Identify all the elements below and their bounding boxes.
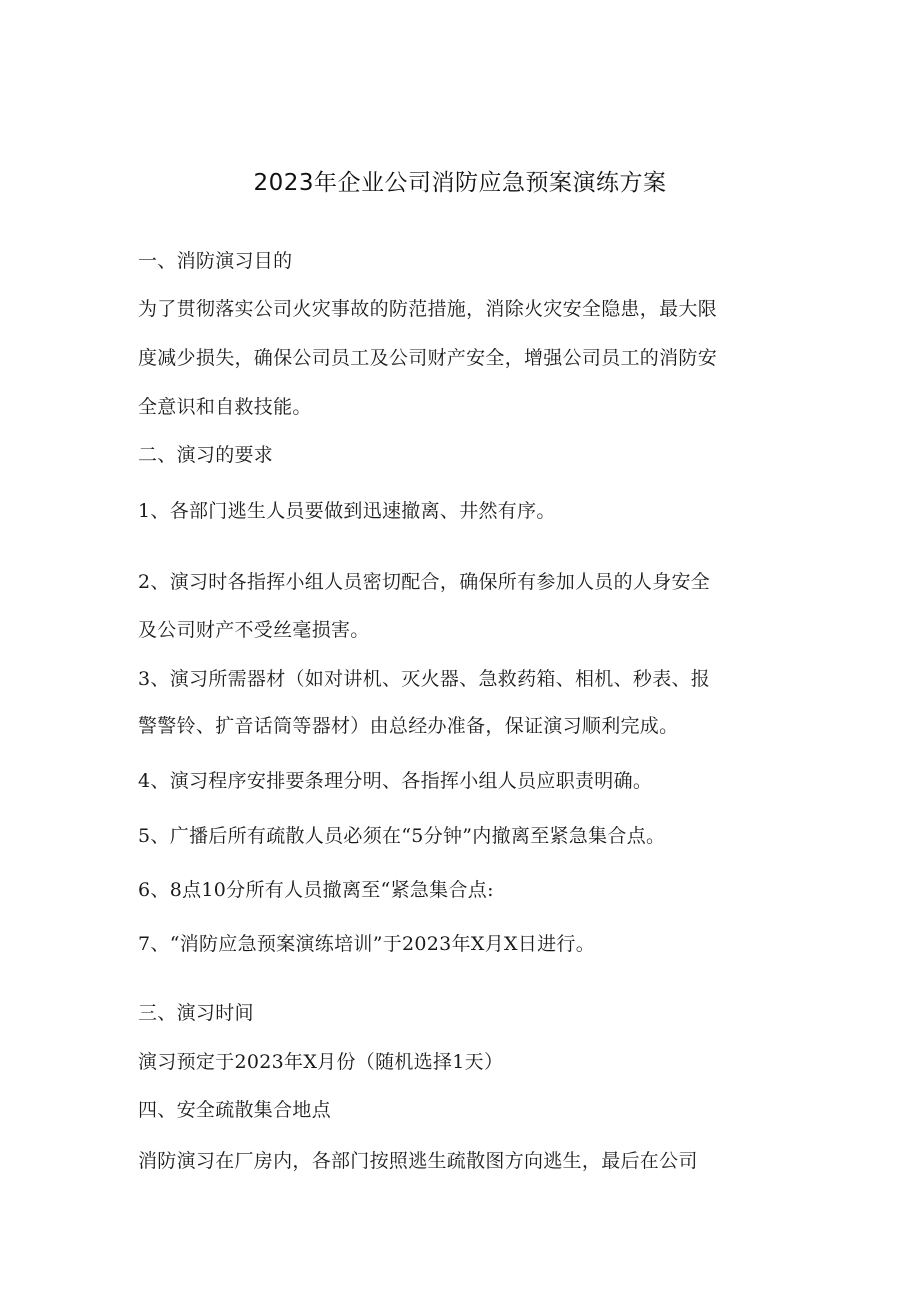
list-item: 4、演习程序安排要条理分明、各指挥小组人员应职责明确。	[138, 770, 653, 792]
list-item: 7、“消防应急预案演练培训”于2023年X月X日进行。	[138, 933, 596, 955]
list-item: 5、广播后所有疏散人员必须在“5分钟”内撤离至紧急集合点。	[138, 825, 666, 847]
list-item-continuation: 警警铃、扩音话筒等器材）由总经办准备，保证演习顺利完成。	[138, 715, 679, 737]
list-item: 6、8点10分所有人员撤离至“紧急集合点:	[138, 879, 494, 901]
section-heading-requirements: 二、演习的要求	[138, 444, 274, 466]
paragraph-line: 消防演习在厂房内，各部门按照逃生疏散图方向逃生，最后在公司	[138, 1150, 698, 1172]
list-item: 3、演习所需器材（如对讲机、灭火器、急救药箱、相机、秒表、报	[138, 668, 711, 690]
paragraph-line: 演习预定于2023年X月份（随机选择1天）	[138, 1051, 504, 1073]
list-item: 2、演习时各指挥小组人员密切配合，确保所有参加人员的人身安全	[138, 571, 711, 593]
section-heading-assembly-point: 四、安全疏散集合地点	[138, 1099, 332, 1121]
list-item-continuation: 及公司财产不受丝毫损害。	[138, 619, 370, 641]
document-title: 2023年企业公司消防应急预案演练方案	[253, 170, 667, 196]
paragraph-line: 为了贯彻落实公司火灾事故的防范措施，消除火灾安全隐患，最大限	[138, 298, 718, 320]
section-heading-time: 三、演习时间	[138, 1002, 254, 1024]
paragraph-line: 全意识和自救技能。	[138, 396, 312, 418]
list-item: 1、各部门逃生人员要做到迅速撤离、井然有序。	[138, 500, 556, 522]
section-heading-purpose: 一、消防演习目的	[138, 250, 293, 272]
paragraph-line: 度减少损失，确保公司员工及公司财产安全，增强公司员工的消防安	[138, 347, 718, 369]
